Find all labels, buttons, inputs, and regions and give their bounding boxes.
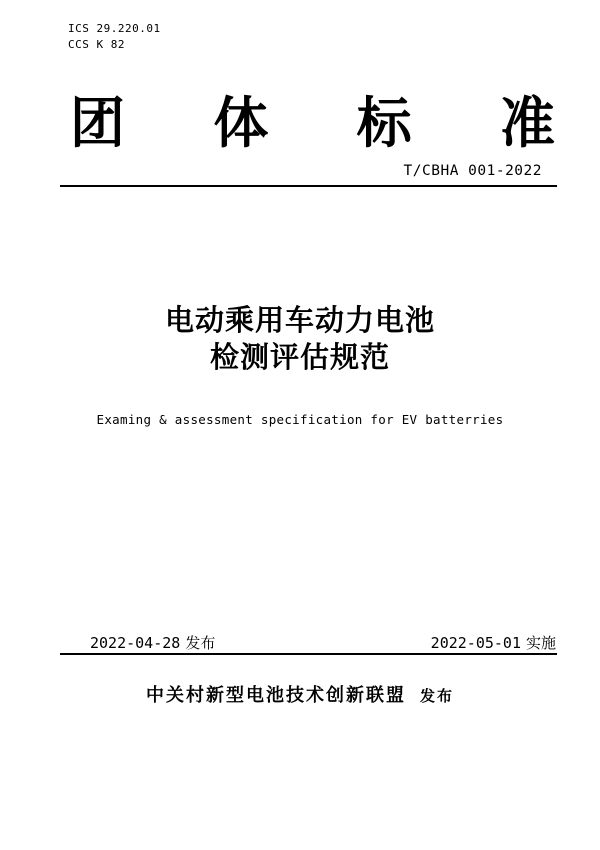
classification-codes <box>68 21 161 53</box>
ccs-code: CCS K 82 <box>68 38 125 51</box>
ics-code: ICS 29.220.01 <box>68 22 161 35</box>
release-date-label: 发布 <box>185 635 216 652</box>
publisher-name: 中关村新型电池技术创新联盟 <box>145 685 406 705</box>
release-date-group <box>90 634 215 653</box>
publisher-issued-label: 发布 <box>419 688 454 705</box>
standard-number: T/CBHA 001-2022 <box>403 163 542 179</box>
english-title: Examing & assessment specification for EV batterries <box>96 412 504 427</box>
category-char-4: 准 <box>499 91 555 155</box>
category-char-2: 体 <box>213 91 269 155</box>
category-char-1: 团 <box>70 91 126 155</box>
header-rule <box>60 185 557 187</box>
implementation-date: 2022-05-01 <box>430 634 521 652</box>
document-title-line1: 电动乘用车动力电池 <box>164 305 435 337</box>
implementation-date-group <box>431 634 556 653</box>
publisher-row <box>0 681 600 707</box>
footer-rule <box>60 653 557 655</box>
document-category-title <box>70 91 555 155</box>
document-title-line2: 检测评估规范 <box>209 342 390 374</box>
release-date: 2022-04-28 <box>90 634 181 652</box>
dates-row <box>90 634 556 653</box>
implementation-date-label: 实施 <box>525 635 556 652</box>
document-title <box>0 303 600 377</box>
category-char-3: 标 <box>356 91 412 155</box>
